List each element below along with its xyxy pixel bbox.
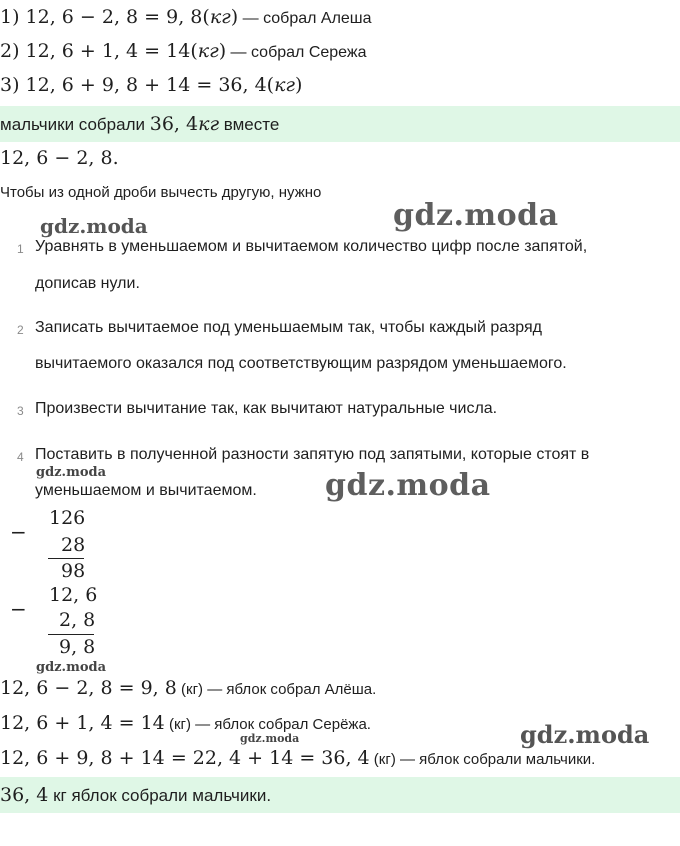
answer-unit: кг [198, 113, 220, 135]
subtrahend: 2, 8 [59, 609, 96, 631]
watermark: gdz.moda [40, 214, 148, 238]
watermark: gdz.moda [393, 198, 559, 233]
answer-1 [0, 113, 279, 135]
solution-line-1 [0, 6, 372, 28]
expression: 12, 6 − 2, 8. [0, 147, 119, 169]
answer-suffix: вместе [219, 115, 280, 134]
result-line-3 [0, 747, 595, 769]
watermark: gdz.moda [325, 468, 491, 503]
step-text: Произвести вычитание так, как вычитают натуральные числа. [35, 400, 498, 417]
watermark: gdz.moda [520, 720, 650, 749]
result-line [48, 634, 94, 635]
paren: ) [230, 6, 239, 28]
step-text: Поставить в полученной разности запятую под запятыми, которые стоят в [35, 446, 590, 463]
step-text: Записать вычитаемое под уменьшаемым так, чтобы каждый разряд [35, 319, 543, 336]
subtrahend: 28 [61, 534, 86, 556]
math-expression: 2) 12, 6 + 1, 4 = 14( [0, 40, 198, 62]
step-number: 2 [17, 323, 24, 337]
minuend: 12, 6 [49, 584, 98, 606]
step-number: 3 [17, 404, 24, 418]
minus-sign: − [10, 520, 27, 544]
math-expression: 3) 12, 6 + 9, 8 + 14 = 36, 4( [0, 74, 275, 96]
watermark: gdz.moda [36, 465, 107, 480]
result-text: (кг) — яблок собрал Серёжа. [164, 716, 371, 733]
watermark: gdz.moda [240, 732, 300, 745]
paren: ) [295, 74, 303, 96]
step-text: вычитаемого оказался под соответствующим разрядом уменьшаемого. [35, 355, 567, 372]
solution-line-2 [0, 40, 367, 62]
unit: кг [209, 6, 231, 28]
step-text: уменьшаемом и вычитаемом. [35, 482, 257, 499]
difference: 98 [61, 560, 86, 582]
final-text: кг яблок собрали мальчики. [48, 786, 272, 805]
unit: кг [197, 40, 219, 62]
final-answer [0, 784, 271, 806]
watermark: gdz.moda [36, 660, 107, 675]
result-text: (кг) — яблок собрали мальчики. [369, 751, 596, 768]
line-text: — собрал Алеша [238, 10, 372, 27]
result-line-2 [0, 712, 371, 734]
result-line [48, 558, 84, 559]
answer-prefix: мальчики собрали [0, 115, 150, 134]
paren: ) [218, 40, 227, 62]
minus-sign: − [10, 597, 27, 621]
math-expression: 1) 12, 6 − 2, 8 = 9, 8( [0, 6, 210, 28]
solution-line-3 [0, 74, 302, 96]
step-text: дописав нули. [35, 275, 140, 292]
math-expression: 12, 6 + 1, 4 = 14 [0, 712, 165, 734]
result-line-1 [0, 677, 376, 699]
step-number: 1 [17, 242, 24, 256]
math-expression: 12, 6 + 9, 8 + 14 = 22, 4 + 14 = 36, 4 [0, 747, 370, 769]
math-expression: 12, 6 − 2, 8 = 9, 8 [0, 677, 177, 699]
step-number: 4 [17, 450, 24, 464]
difference: 9, 8 [59, 636, 96, 658]
line-text: — собрал Сережа [226, 44, 367, 61]
minuend: 126 [49, 507, 86, 529]
result-text: (кг) — яблок собрал Алёша. [176, 681, 377, 698]
unit: кг [274, 74, 296, 96]
answer-value: 36, 4 [149, 113, 199, 135]
step-text: Уравнять в уменьшаемом и вычитаемом количество цифр после запятой, [35, 238, 588, 255]
final-value: 36, 4 [0, 784, 49, 806]
rule-intro: Чтобы из одной дроби вычесть другую, нужно [0, 184, 322, 201]
